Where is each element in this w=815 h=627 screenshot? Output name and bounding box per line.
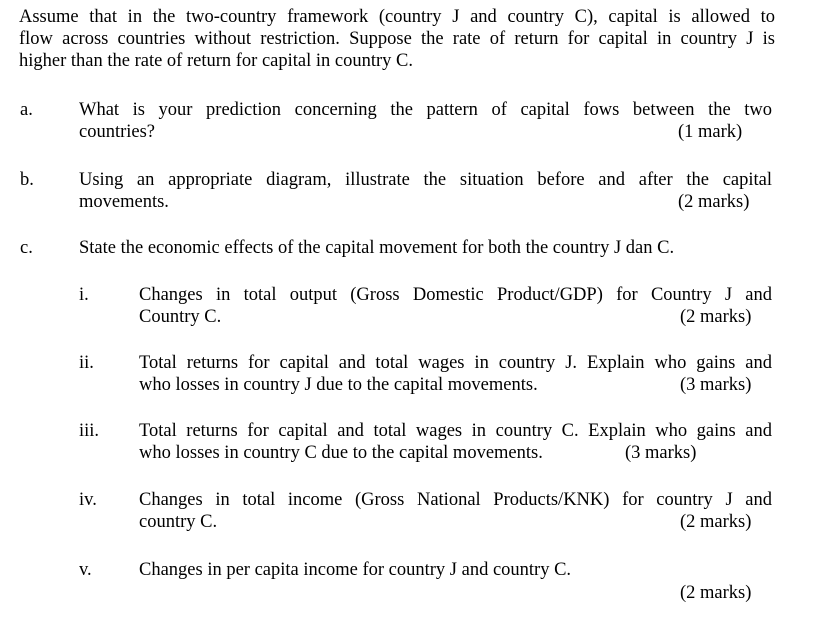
- subquestion-ii-line1: Total returns for capital and total wages in country J. Explain who gains and: [139, 353, 772, 373]
- question-b-line1: Using an appropriate diagram, illustrate the situation before and after the capital: [79, 170, 772, 190]
- subquestion-i-line1: Changes in total output (Gross Domestic Product/GDP) for Country J and: [139, 285, 772, 305]
- subquestion-ii-line2: who losses in country J due to the capital movements.: [139, 375, 538, 395]
- subquestion-iv-marks: (2 marks): [680, 512, 752, 532]
- subquestion-ii-text: [139, 352, 772, 396]
- subquestion-iii-line2: who losses in country C due to the capital movements.: [139, 443, 543, 463]
- subquestion-v-marks: (2 marks): [680, 583, 752, 603]
- question-c-text: [79, 237, 772, 259]
- question-a-label: a.: [20, 100, 33, 120]
- intro-line: Assume that in the two-country framework (country J and country C), capital is allowed to: [19, 7, 775, 27]
- subquestion-i-text: [139, 284, 772, 328]
- subquestion-iii-line1: Total returns for capital and total wages in country C. Explain who gains and: [139, 421, 772, 441]
- subquestion-iii-label: iii.: [79, 421, 100, 441]
- subquestion-iv-line1: Changes in total income (Gross National Products/KNK) for country J and: [139, 490, 772, 510]
- question-c-label: c.: [20, 238, 33, 258]
- question-c-line1: State the economic effects of the capital movement for both the country J dan C.: [79, 238, 675, 258]
- question-b-marks: (2 marks): [678, 192, 750, 212]
- intro-line: flow across countries without restriction. Suppose the rate of return for capital in country J is: [19, 29, 775, 49]
- subquestion-iv-text: [139, 489, 772, 533]
- subquestion-v-text: [139, 559, 772, 581]
- subquestion-ii-marks: (3 marks): [680, 375, 752, 395]
- intro-line: higher than the rate of return for capital in country C.: [19, 51, 414, 71]
- question-b-label: b.: [20, 170, 34, 190]
- subquestion-iv-label: iv.: [79, 490, 97, 510]
- question-b-text: [79, 169, 772, 213]
- question-a-text: [79, 99, 772, 143]
- intro-paragraph: [19, 6, 775, 72]
- question-a-line2: countries?: [79, 122, 156, 142]
- question-b-line2: movements.: [79, 192, 169, 212]
- question-a-line1: What is your prediction concerning the pattern of capital fows between the two: [79, 100, 772, 120]
- subquestion-i-label: i.: [79, 285, 89, 305]
- subquestion-v-label: v.: [79, 560, 92, 580]
- question-a-marks: (1 mark): [678, 122, 743, 142]
- subquestion-v-line1: Changes in per capita income for country J and country C.: [139, 560, 572, 580]
- subquestion-iv-line2: country C.: [139, 512, 218, 532]
- subquestion-i-line2: Country C.: [139, 307, 222, 327]
- subquestion-iii-marks: (3 marks): [625, 443, 697, 463]
- subquestion-i-marks: (2 marks): [680, 307, 752, 327]
- subquestion-ii-label: ii.: [79, 353, 94, 373]
